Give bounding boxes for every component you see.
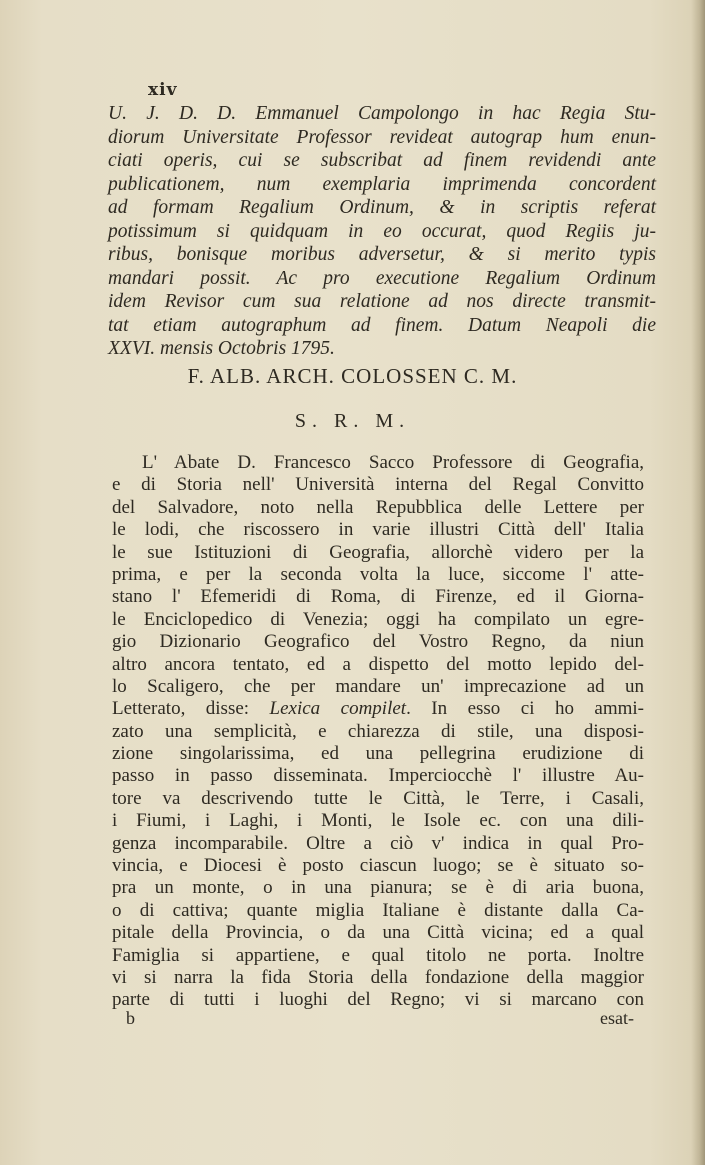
- body-line: vincia, e Diocesi è posto ciascun luogo; se è situato so-: [112, 855, 644, 877]
- imprimatur-line: mandari possit. Ac pro executione Regalium Ordinum: [108, 267, 656, 289]
- body-line: i Fiumi, i Laghi, i Monti, le Isole ec. con una dili-: [112, 810, 644, 832]
- page-edge-shadow: [691, 0, 705, 1165]
- body-line-tail: . In esso ci ho ammi-: [406, 698, 644, 720]
- body-line: le Enciclopedico di Venezia; oggi ha compilato un egre-: [112, 608, 644, 630]
- body-line-head: Letterato, disse:: [112, 698, 250, 720]
- body-line: altro ancora tentato, ed a dispetto del motto lepido del-: [112, 653, 644, 675]
- catchword: esat-: [600, 1008, 634, 1028]
- body-line: le sue Istituzioni di Geografia, allorchè videro per la: [112, 541, 644, 563]
- body-line: zione singolarissima, ed una pellegrina erudizione di: [112, 743, 644, 765]
- body-line: o di cattiva; quante miglia Italiane è distante dalla Ca-: [112, 899, 644, 921]
- imprimatur-line: publicationem, num exemplaria imprimenda concordent: [108, 173, 656, 195]
- imprimatur-paragraph: [108, 102, 656, 361]
- body-line: vi si narra la fida Storia della fondazione della maggior: [112, 966, 644, 988]
- body-line: zato una semplicità, e chiarezza di stile, una disposi-: [112, 720, 644, 742]
- body-line: Famiglia si appartiene, e qual titolo ne porta. Inoltre: [112, 944, 644, 966]
- body-line: tore va descrivendo tutte le Città, le Terre, i Casali,: [112, 787, 644, 809]
- body-line: pitale della Provincia, o da una Città vicina; ed a qual: [112, 922, 644, 944]
- body-line: prima, e per la seconda volta la luce, siccome l' atte-: [112, 563, 644, 585]
- imprimatur-line: ad formam Regalium Ordinum, & in scriptis referat: [108, 197, 656, 218]
- body-line: parte di tutti i luoghi del Regno; vi si marcano con: [112, 989, 644, 1011]
- imprimatur-line: ribus, bonisque moribus adversetur, & si merito typis: [108, 244, 656, 265]
- imprimatur-line: ciati operis, cui se subscribat ad finem revidendi ante: [108, 150, 656, 171]
- body-line: stano l' Efemeridi di Roma, di Firenze, ed il Giorna-: [112, 586, 644, 608]
- body-line: del Salvadore, noto nella Repubblica delle Lettere per: [112, 496, 644, 518]
- italic-quote: Lexica compilet: [269, 698, 407, 720]
- body-line: passo in passo disseminata. Imperciocchè l' illustre Au-: [112, 765, 644, 787]
- body-line: genza incomparabile. Oltre a ciò v' indica in qual Pro-: [112, 832, 644, 854]
- body-line: lo Scaligero, che per mandare un' imprecazione ad un: [112, 675, 644, 697]
- page-number: xiv: [148, 80, 178, 100]
- body-line: pra un monte, o in una pianura; se è di aria buona,: [112, 877, 644, 899]
- body-line: e di Storia nell' Università interna del Regal Convitto: [112, 474, 644, 496]
- imprimatur-line: XXVI. mensis Octobris 1795.: [108, 338, 335, 359]
- body-line-with-italic: [112, 698, 644, 720]
- imprimatur-line: idem Revisor cum sua relatione ad nos directe transmit-: [108, 291, 656, 312]
- body-paragraph: [112, 452, 644, 1012]
- imprimatur-line: diorum Universitate Professor revideat autograp hum enun-: [108, 126, 656, 148]
- salutation-heading: S. R. M.: [294, 410, 411, 432]
- body-line: gio Dizionario Geografico del Vostro Regno, da niun: [112, 631, 644, 653]
- imprimatur-line: tat etiam autographum ad finem. Datum Neapoli die: [108, 314, 656, 336]
- signature-mark: b: [126, 1008, 135, 1028]
- imprimatur-line: potissimum si quidquam in eo occurat, quod Regiis ju-: [108, 220, 656, 242]
- body-line: le lodi, che riscossero in varie illustri Città dell' Italia: [112, 519, 644, 541]
- imprimatur-line: U. J. D. D. Emmanuel Campolongo in hac Regia Stu-: [108, 103, 656, 124]
- body-line: L' Abate D. Francesco Sacco Professore di Geografia,: [142, 452, 644, 473]
- signature-line: F. ALB. ARCH. COLOSSEN C. M.: [187, 364, 518, 388]
